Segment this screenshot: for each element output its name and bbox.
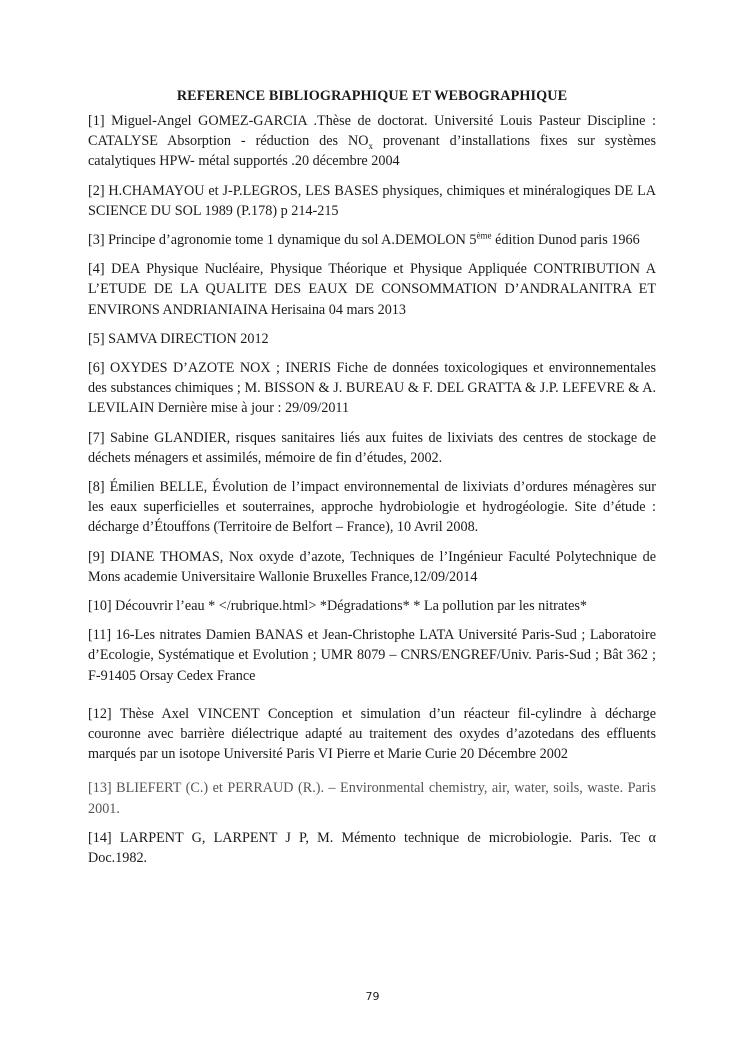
reference-14: [14] LARPENT G, LARPENT J P, M. Mémento technique de microbiologie. Paris. Tec α Doc.1982. xyxy=(88,829,656,867)
page-title: REFERENCE BIBLIOGRAPHIQUE ET WEBOGRAPHIQUE xyxy=(176,88,568,104)
reference-13: [13] BLIEFERT (C.) et PERRAUD (R.). – Environmental chemistry, air, water, soils, waste. Paris 2001. xyxy=(88,780,656,817)
reference-5: [5] SAMVA DIRECTION 2012 xyxy=(88,330,269,347)
reference-11: [11] 16-Les nitrates Damien BANAS et Jean-Christophe LATA Université Paris-Sud ; Laboratoire d’Ecologie, Systématique et Evolution ; UMR 8079 – CNRS/ENGREF/Univ. Paris-Sud ; Bât 362 ; F-91405 Orsay Cedex France xyxy=(88,627,656,684)
reference-1: [1] Miguel-Angel GOMEZ-GARCIA .Thèse de doctorat. Université Louis Pasteur Discipline : CATALYSE Absorption - réduction des $NO_x$ provenant d’installations fixes sur systèmes catalytiques HPW- métal supportés .20 décembre 2004 xyxy=(88,113,656,170)
reference-7: [7] Sabine GLANDIER, risques sanitaires liés aux fuites de lixiviats des centres de stockage de déchets ménagers et assimilés, mémoire de fin d’études, 2002. xyxy=(88,429,656,466)
reference-12: [12] Thèse Axel VINCENT Conception et simulation d’un réacteur fil-cylindre à décharge couronne avec barrière diélectrique adapté au traitement des oxydes d’azotedans des effluents marqués par un isotope Université Paris VI Pierre et Marie Curie 20 Décembre 2002 xyxy=(88,705,656,763)
page-number: 79 xyxy=(365,990,380,1003)
reference-3: [3] Principe d’agronomie tome 1 dynamique du sol A.DEMOLON 5ème édition Dunod paris 1966 xyxy=(88,230,640,249)
bibliography-page xyxy=(88,86,656,877)
reference-10: [10] Découvrir l’eau * </rubrique.html> *Dégradations* * La pollution par les nitrates* xyxy=(88,598,588,615)
reference-9: [9] DIANE THOMAS, Nox oxyde d’azote, Techniques de l’Ingénieur Faculté Polytechnique de Mons academie Universitaire Wallonie Bruxelles France,12/09/2014 xyxy=(88,548,656,585)
reference-2: [2] H.CHAMAYOU et J-P.LEGROS, LES BASES physiques, chimiques et minéralogiques DE LA SCIENCE DU SOL 1989 (P.178) p 214-215 xyxy=(88,182,656,219)
reference-8: [8] Émilien BELLE, Évolution de l’impact environnemental de lixiviats d’ordures ménagères sur les eaux superficielles et souterraines, approche hydrobiologie et hydrogéologie. Site d’étude : décharge d’Étouffons (Territoire de Belfort – France), 10 Avril 2008. xyxy=(88,479,656,536)
reference-4: [4] DEA Physique Nucléaire, Physique Théorique et Physique Appliquée CONTRIBUTION A L’ETUDE DE LA QUALITE DES EAUX DE CONSOMMATION D’ANDRALANITRA ET ENVIRONS ANDRIANIAINA Herisaina 04 mars 2013 xyxy=(88,261,656,318)
reference-6: [6] OXYDES D’AZOTE NOX ; INERIS Fiche de données toxicologiques et environnementales des substances chimiques ; M. BISSON & J. BUREAU & F. DEL GRATTA & J.P. LEFEVRE & A. LEVILAIN Dernière mise à jour : 29/09/2011 xyxy=(88,360,656,417)
